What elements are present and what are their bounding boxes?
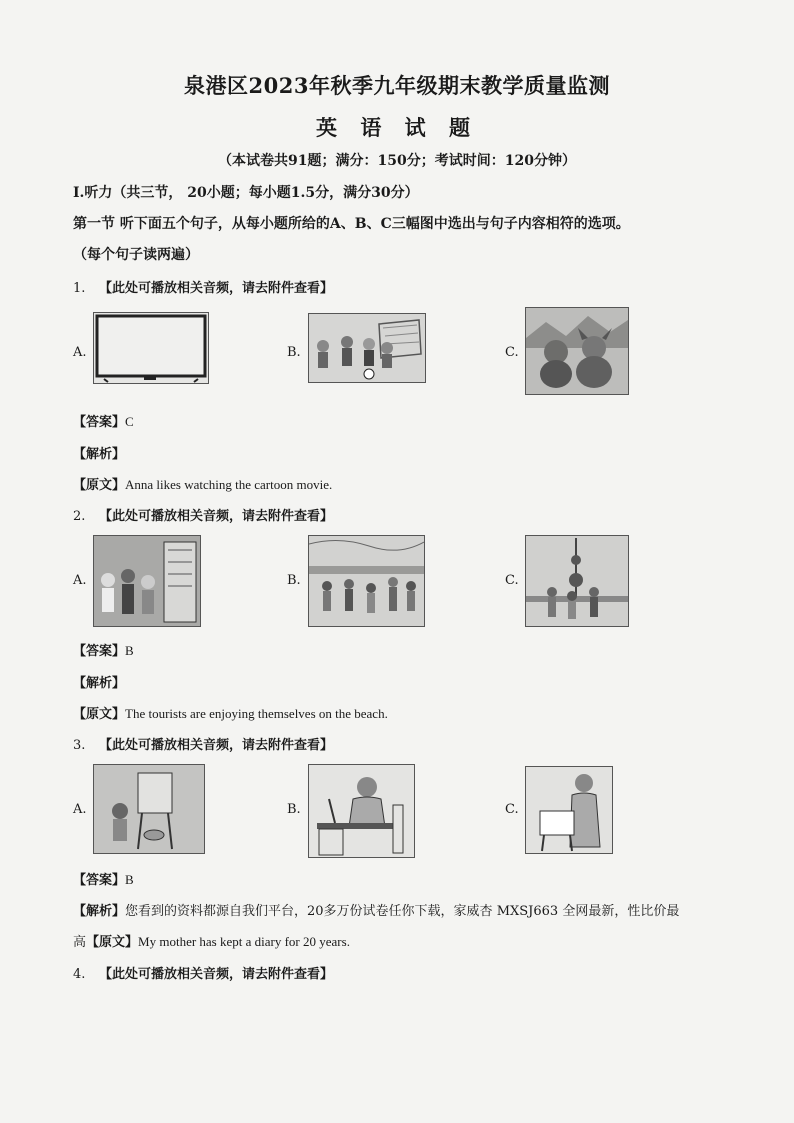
tourists-at-tower-icon bbox=[526, 536, 628, 626]
audio-link[interactable]: 【此处可播放相关音频，请去附件查看】 bbox=[99, 738, 334, 753]
woman-at-easel-icon bbox=[526, 767, 612, 853]
cartoon-characters-icon bbox=[526, 308, 628, 394]
question-number: 2. bbox=[73, 509, 86, 524]
audio-link[interactable]: 【此处可播放相关音频，请去附件查看】 bbox=[99, 967, 334, 982]
exam-info: （本试卷共91题；满分：150分；考试时间：120分钟） bbox=[218, 153, 576, 169]
analysis-3 bbox=[73, 900, 679, 919]
analysis-1 bbox=[73, 443, 125, 462]
analysis-2 bbox=[73, 672, 125, 691]
original-text: The tourists are enjoying themselves on the beach. bbox=[125, 706, 388, 721]
option-a-label: A. bbox=[73, 345, 87, 360]
woman-easel-picture[interactable] bbox=[525, 766, 613, 854]
original-tag: 【原文】 bbox=[86, 935, 139, 950]
answer-tag: 【答案】 bbox=[73, 415, 126, 430]
kids-playing-soccer-icon bbox=[309, 314, 425, 382]
option-c-label: C. bbox=[505, 573, 519, 588]
people-at-stall-icon bbox=[94, 536, 200, 626]
answer-tag: 【答案】 bbox=[73, 644, 126, 659]
analysis-text: 您看到的资料都源自我们平台，20多万份试卷任你下载，家威杏 MXSJ663 全网最新，性比价最 bbox=[125, 904, 680, 919]
answer-3 bbox=[73, 869, 134, 888]
question-1 bbox=[73, 277, 333, 296]
answer-2 bbox=[73, 640, 134, 659]
answer-1 bbox=[73, 411, 134, 430]
exam-title: 泉港区2023年秋季九年级期末教学质量监测 bbox=[184, 73, 610, 98]
tourists-tower-picture[interactable] bbox=[525, 535, 629, 627]
part1-note: （每个句子读两遍） bbox=[73, 247, 199, 263]
option-a-label: A. bbox=[73, 573, 87, 588]
tv-screen-picture[interactable] bbox=[93, 312, 209, 384]
tv-screen-icon bbox=[94, 313, 208, 383]
analysis-tag: 【解析】 bbox=[73, 676, 126, 691]
woman-writing-at-desk-icon bbox=[309, 765, 414, 857]
analysis-tag: 【解析】 bbox=[73, 447, 126, 462]
section-heading: Ⅰ.听力（共三节， 20小题；每小题1.5分，满分30分） bbox=[73, 185, 419, 201]
original-tag: 【原文】 bbox=[73, 478, 126, 493]
question-number: 1. bbox=[73, 281, 86, 296]
analysis-tag: 【解析】 bbox=[73, 904, 126, 919]
option-c-label: C. bbox=[505, 802, 519, 817]
question-3 bbox=[73, 734, 333, 753]
girl-painting-icon bbox=[94, 765, 204, 853]
question-number: 4. bbox=[73, 967, 86, 982]
audio-link[interactable]: 【此处可播放相关音频，请去附件查看】 bbox=[99, 281, 334, 296]
answer-tag: 【答案】 bbox=[73, 873, 126, 888]
woman-writing-picture[interactable] bbox=[308, 764, 415, 858]
people-at-stall-picture[interactable] bbox=[93, 535, 201, 627]
option-b-label: B. bbox=[287, 802, 301, 817]
audio-link[interactable]: 【此处可播放相关音频，请去附件查看】 bbox=[99, 509, 334, 524]
question-4 bbox=[73, 963, 333, 982]
original-text: Anna likes watching the cartoon movie. bbox=[125, 477, 333, 492]
analysis-text-continued: 高 bbox=[73, 935, 87, 950]
subject-title: 英 语 试 题 bbox=[316, 115, 478, 140]
answer-value: B bbox=[125, 872, 134, 887]
original-tag: 【原文】 bbox=[73, 707, 126, 722]
tourists-beach-picture[interactable] bbox=[308, 535, 425, 627]
original-2 bbox=[73, 703, 388, 722]
answer-value: B bbox=[125, 643, 134, 658]
option-b-label: B. bbox=[287, 573, 301, 588]
kids-soccer-picture[interactable] bbox=[308, 313, 426, 383]
answer-value: C bbox=[125, 414, 134, 429]
part1-instruction: 第一节 听下面五个句子，从每小题所给的A、B、C三幅图中选出与句子内容相符的选项。 bbox=[73, 216, 630, 232]
cartoon-characters-picture[interactable] bbox=[525, 307, 629, 395]
tourists-at-beach-icon bbox=[309, 536, 424, 626]
original-3 bbox=[73, 931, 350, 950]
question-2 bbox=[73, 505, 333, 524]
option-b-label: B. bbox=[287, 345, 301, 360]
option-a-label: A. bbox=[73, 802, 87, 817]
girl-painting-picture[interactable] bbox=[93, 764, 205, 854]
question-number: 3. bbox=[73, 738, 86, 753]
original-1 bbox=[73, 474, 332, 493]
original-text: My mother has kept a diary for 20 years. bbox=[138, 934, 350, 949]
option-c-label: C. bbox=[505, 345, 519, 360]
